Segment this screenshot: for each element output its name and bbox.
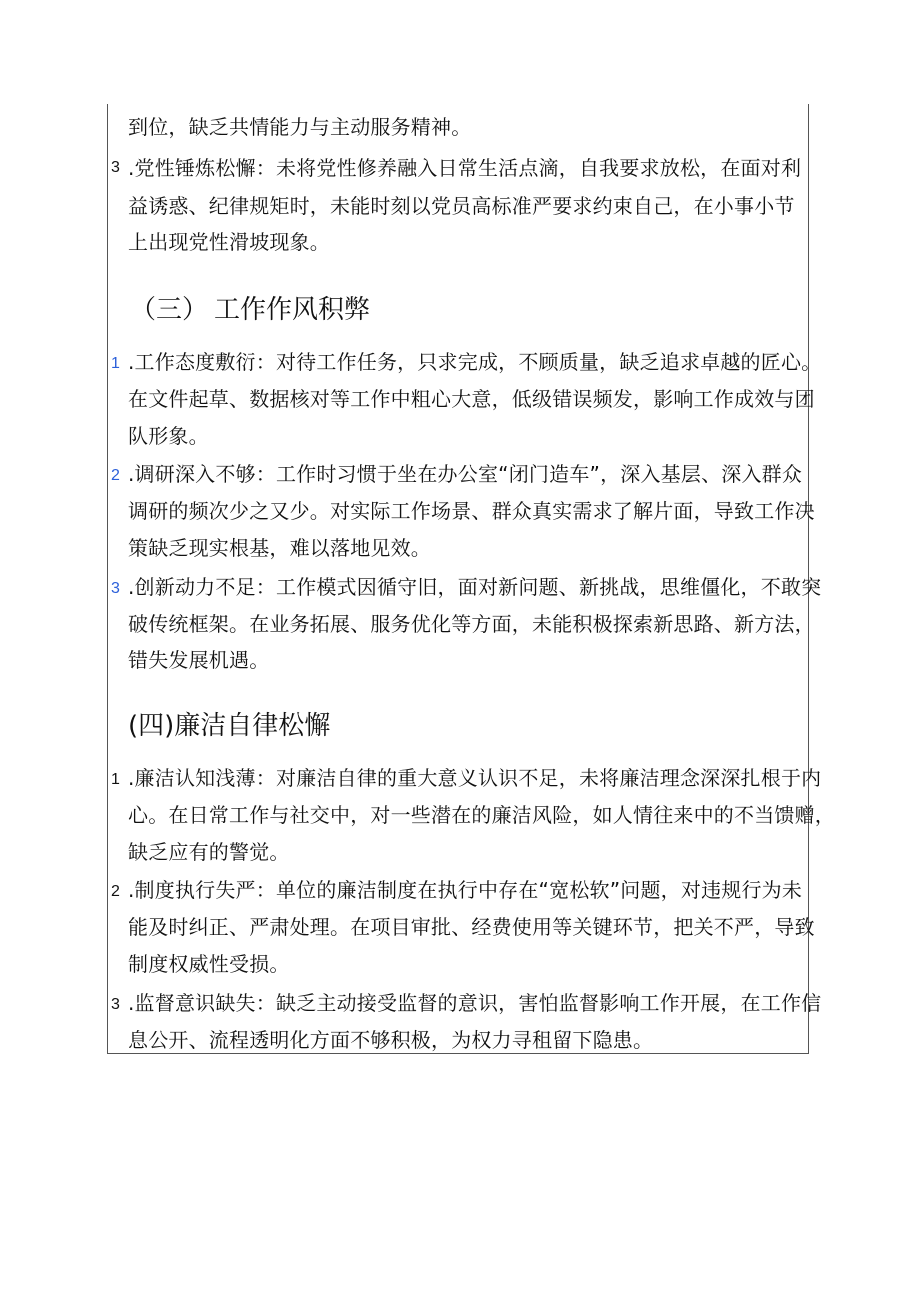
item-text-line: .调研深入不够：工作时习惯于坐在办公室“闭门造车”，深入基层、深入群众 [128,462,803,486]
item-text-line: 制度权威性受损。 [128,952,290,976]
item-text-line: .廉洁认知浅薄：对廉洁自律的重大意义认识不足，未将廉洁理念深深扎根于内 [128,766,822,790]
item-number: 3 [111,159,120,176]
section-heading-3 [130,294,370,326]
item-text-line: 调研的频次少之又少。对实际工作场景、群众真实需求了解片面，导致工作决 [128,499,815,523]
item-text-line: 缺乏应有的警觉。 [128,840,290,864]
item-number: 1 [111,355,120,372]
item-number: 3 [111,580,120,597]
item-text-line: 心。在日常工作与社交中，对一些潜在的廉洁风险，如人情往来中的不当馈赠， [128,803,835,827]
item-text-line: 破传统框架。在业务拓展、服务优化等方面，未能积极探索新思路、新方法， [128,612,815,636]
section-heading-4: (四)廉洁自律松懈 [128,711,331,741]
item-text-line: .监督意识缺失：缺乏主动接受监督的意识，害怕监督影响工作开展，在工作信 [128,991,822,1015]
item-number: 3 [111,996,120,1013]
section-heading-title: 工作作风积弊 [214,295,371,325]
section-heading-paren: （三） [130,295,209,325]
item-text-line: 上出现党性滑坡现象。 [128,230,330,254]
item-text-line: 在文件起草、数据核对等工作中粗心大意，低级错误频发，影响工作成效与团 [128,387,815,411]
item-text-line: 息公开、流程透明化方面不够积极，为权力寻租留下隐患。 [128,1028,654,1052]
item-text-line: 益诱惑、纪律规矩时，未能时刻以党员高标准严要求约束自己，在小事小节 [128,194,795,218]
item-text-line: 错失发展机遇。 [128,648,270,672]
item-number: 1 [111,771,120,788]
item-text-line: 能及时纠正、严肃处理。在项目审批、经费使用等关键环节，把关不严，导致 [128,915,815,939]
continuation-text: 到位，缺乏共情能力与主动服务精神。 [128,115,472,139]
item-number: 2 [111,467,120,484]
item-number: 2 [111,883,120,900]
item-text-line: .工作态度敷衍：对待工作任务，只求完成，不顾质量，缺乏追求卓越的匠心。 [128,350,822,374]
item-text-line: 队形象。 [128,424,209,448]
item-text-line: .党性锤炼松懈：未将党性修养融入日常生活点滴，自我要求放松，在面对利 [128,156,802,180]
item-text-line: 策缺乏现实根基，难以落地见效。 [128,536,431,560]
item-text-line: .创新动力不足：工作模式因循守旧，面对新问题、新挑战，思维僵化，不敢突 [128,575,822,599]
item-text-line: .制度执行失严：单位的廉洁制度在执行中存在“宽松软”问题，对违规行为未 [128,878,803,902]
